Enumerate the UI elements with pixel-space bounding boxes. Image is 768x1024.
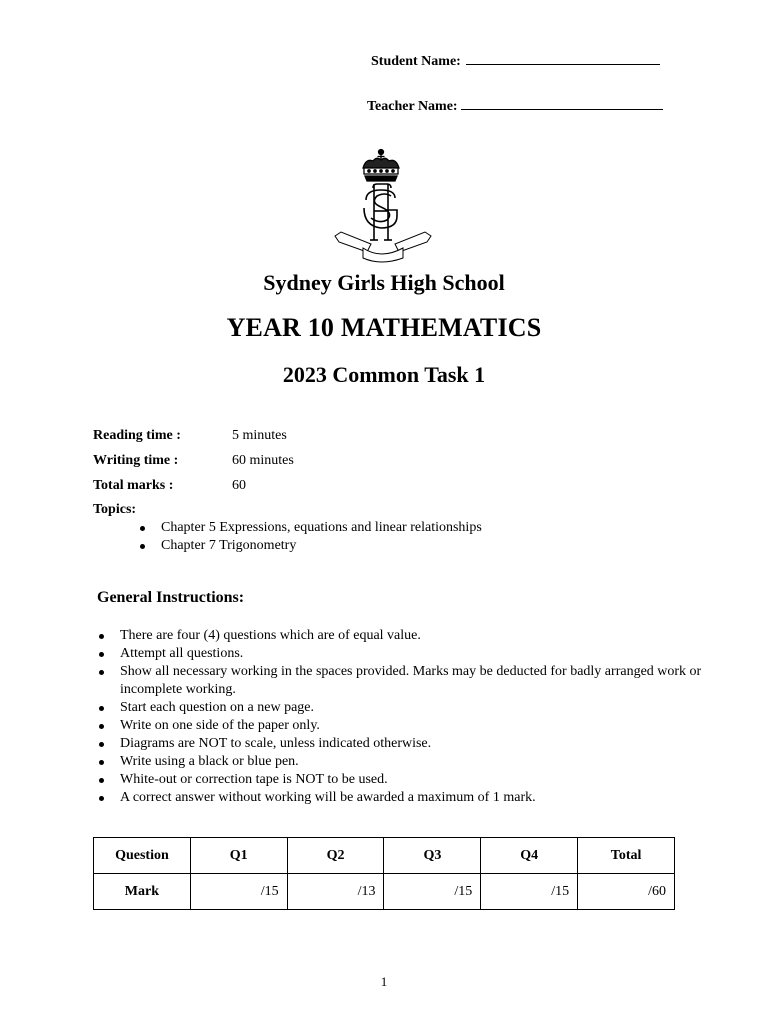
instruction-item: Start each question on a new page. — [120, 699, 710, 717]
total-marks-value: 60 — [232, 478, 246, 493]
mark-cell-q2[interactable]: /13 — [287, 874, 384, 910]
general-instructions-heading: General Instructions: — [97, 589, 245, 606]
student-name-blank[interactable] — [466, 52, 660, 65]
instruction-item: Diagrams are NOT to scale, unless indicated otherwise. — [120, 735, 710, 753]
marks-table — [93, 837, 675, 910]
header-cell-q2: Q2 — [287, 838, 384, 874]
marks-table-header-row — [94, 838, 675, 874]
student-name-label: Student Name: — [371, 54, 461, 69]
mark-cell-q3[interactable]: /15 — [384, 874, 481, 910]
mark-cell-q1[interactable]: /15 — [190, 874, 287, 910]
instruction-item: Write using a black or blue pen. — [120, 753, 710, 771]
page-number: 1 — [380, 974, 388, 989]
header-cell-question: Question — [94, 838, 191, 874]
topic-item: Chapter 5 Expressions, equations and linear relationships — [161, 520, 482, 535]
mark-row-label: Mark — [94, 874, 191, 910]
writing-time-label: Writing time : — [93, 453, 179, 468]
task-title: 2023 Common Task 1 — [282, 362, 486, 387]
instruction-item: White-out or correction tape is NOT to be used. — [120, 771, 710, 789]
marks-table-mark-row — [94, 874, 675, 910]
instruction-item: Show all necessary working in the spaces provided. Marks may be deducted for badly arranged work or incomplete working. — [120, 663, 710, 699]
topics-label: Topics: — [93, 502, 137, 517]
instruction-item: Attempt all questions. — [120, 645, 710, 663]
mark-cell-q4[interactable]: /15 — [481, 874, 578, 910]
reading-time-row — [93, 428, 287, 444]
topics-list — [93, 519, 482, 555]
student-name-field[interactable] — [371, 52, 660, 70]
instruction-item: Write on one side of the paper only. — [120, 717, 710, 735]
total-marks-label: Total marks : — [93, 478, 174, 493]
writing-time-value: 60 minutes — [232, 453, 294, 468]
instructions-list — [93, 627, 710, 807]
header-cell-total: Total — [578, 838, 675, 874]
total-marks-row — [93, 478, 246, 494]
mark-cell-total[interactable]: /60 — [578, 874, 675, 910]
header-cell-q3: Q3 — [384, 838, 481, 874]
reading-time-label: Reading time : — [93, 428, 181, 443]
header-cell-q1: Q1 — [190, 838, 287, 874]
header-cell-q4: Q4 — [481, 838, 578, 874]
instruction-item: There are four (4) questions which are of equal value. — [120, 627, 710, 645]
teacher-name-label: Teacher Name: — [367, 99, 458, 114]
school-name: Sydney Girls High School — [263, 270, 505, 295]
reading-time-value: 5 minutes — [232, 428, 287, 443]
teacher-name-blank[interactable] — [461, 97, 663, 110]
teacher-name-field[interactable] — [367, 97, 663, 115]
school-crest-logo — [333, 148, 433, 266]
topic-item: Chapter 7 Trigonometry — [161, 537, 482, 555]
instruction-item: A correct answer without working will be awarded a maximum of 1 mark. — [120, 789, 710, 807]
writing-time-row — [93, 453, 294, 469]
subject-title: YEAR 10 MATHEMATICS — [226, 313, 542, 342]
